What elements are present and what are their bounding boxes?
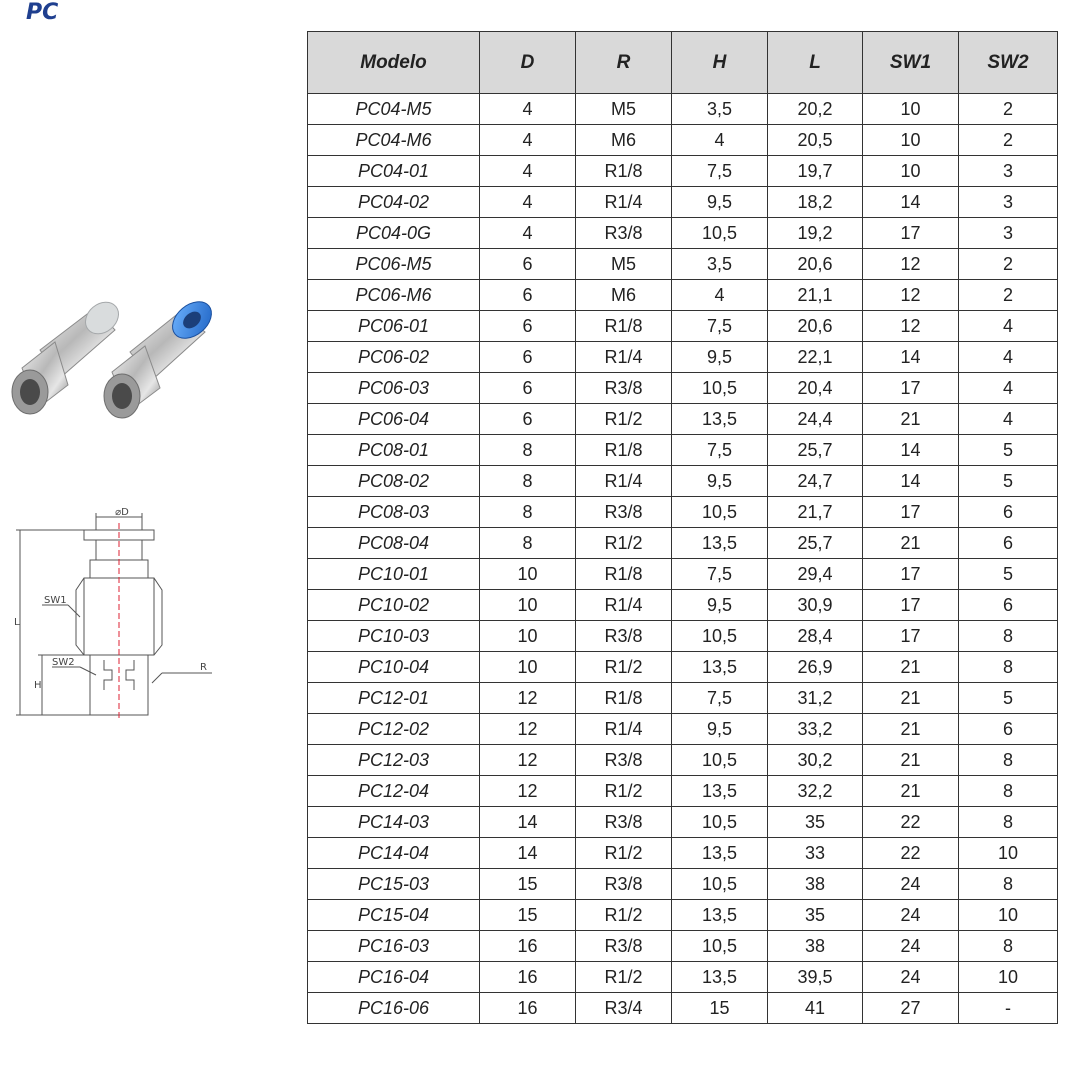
table-cell: PC10-03 xyxy=(308,621,480,652)
table-cell: 20,6 xyxy=(768,311,863,342)
table-row xyxy=(308,838,1058,869)
table-row xyxy=(308,745,1058,776)
label-h: H xyxy=(34,680,42,691)
table-cell: 25,7 xyxy=(768,435,863,466)
table-cell: R1/8 xyxy=(576,156,672,187)
table-cell: PC12-04 xyxy=(308,776,480,807)
table-cell: M5 xyxy=(576,94,672,125)
table-cell: 4 xyxy=(480,156,576,187)
table-cell: PC15-03 xyxy=(308,869,480,900)
table-row xyxy=(308,993,1058,1024)
table-cell: 17 xyxy=(863,590,959,621)
table-cell: 13,5 xyxy=(672,528,768,559)
table-cell: PC12-01 xyxy=(308,683,480,714)
table-cell: 5 xyxy=(959,466,1058,497)
table-cell: 21,7 xyxy=(768,497,863,528)
table-cell: 8 xyxy=(959,621,1058,652)
column-header: SW1 xyxy=(863,32,959,94)
table-row xyxy=(308,807,1058,838)
table-row xyxy=(308,776,1058,807)
table-cell: PC04-02 xyxy=(308,187,480,218)
label-sw2: SW2 xyxy=(52,657,75,668)
table-cell: 4 xyxy=(480,125,576,156)
table-cell: 21 xyxy=(863,776,959,807)
table-cell: 15 xyxy=(480,900,576,931)
table-cell: R3/8 xyxy=(576,869,672,900)
table-cell: 17 xyxy=(863,497,959,528)
table-cell: 8 xyxy=(480,466,576,497)
table-cell: 35 xyxy=(768,807,863,838)
table-cell: 7,5 xyxy=(672,311,768,342)
table-cell: 14 xyxy=(863,466,959,497)
table-row xyxy=(308,559,1058,590)
table-cell: 20,6 xyxy=(768,249,863,280)
table-cell: 10,5 xyxy=(672,745,768,776)
table-row xyxy=(308,187,1058,218)
table-cell: 13,5 xyxy=(672,652,768,683)
table-cell: 13,5 xyxy=(672,962,768,993)
table-row xyxy=(308,342,1058,373)
table-cell: 21 xyxy=(863,528,959,559)
table-cell: 12 xyxy=(480,745,576,776)
table-cell: 10 xyxy=(480,621,576,652)
table-cell: R1/8 xyxy=(576,435,672,466)
table-cell: 29,4 xyxy=(768,559,863,590)
table-cell: PC04-01 xyxy=(308,156,480,187)
table-cell: M5 xyxy=(576,249,672,280)
table-cell: 21 xyxy=(863,714,959,745)
table-cell: 19,2 xyxy=(768,218,863,249)
table-cell: 10 xyxy=(863,94,959,125)
table-cell: 10,5 xyxy=(672,807,768,838)
table-row xyxy=(308,528,1058,559)
table-cell: 10 xyxy=(863,156,959,187)
table-cell: R1/8 xyxy=(576,683,672,714)
table-cell: PC04-M6 xyxy=(308,125,480,156)
table-cell: 6 xyxy=(480,249,576,280)
table-row xyxy=(308,869,1058,900)
table-row xyxy=(308,280,1058,311)
label-r: R xyxy=(200,662,207,673)
table-cell: 6 xyxy=(480,404,576,435)
table-cell: 18,2 xyxy=(768,187,863,218)
table-cell: R1/2 xyxy=(576,404,672,435)
table-cell: 39,5 xyxy=(768,962,863,993)
table-cell: 6 xyxy=(480,280,576,311)
table-cell: PC15-04 xyxy=(308,900,480,931)
table-cell: 33,2 xyxy=(768,714,863,745)
table-cell: R1/2 xyxy=(576,838,672,869)
table-row xyxy=(308,373,1058,404)
table-cell: PC08-02 xyxy=(308,466,480,497)
table-row xyxy=(308,249,1058,280)
table-cell: 13,5 xyxy=(672,900,768,931)
page-title: PC xyxy=(26,0,59,25)
table-cell: PC14-04 xyxy=(308,838,480,869)
table-cell: 8 xyxy=(959,745,1058,776)
table-cell: R1/4 xyxy=(576,466,672,497)
table-cell: 6 xyxy=(480,342,576,373)
technical-drawing xyxy=(12,505,222,725)
table-cell: 20,4 xyxy=(768,373,863,404)
label-l: L xyxy=(14,617,20,628)
table-cell: 9,5 xyxy=(672,590,768,621)
table-cell: 4 xyxy=(672,125,768,156)
table-cell: PC16-06 xyxy=(308,993,480,1024)
table-cell: 16 xyxy=(480,931,576,962)
table-cell: 9,5 xyxy=(672,714,768,745)
table-cell: R1/2 xyxy=(576,652,672,683)
table-cell: 20,5 xyxy=(768,125,863,156)
table-row xyxy=(308,962,1058,993)
table-cell: PC06-M5 xyxy=(308,249,480,280)
table-cell: 7,5 xyxy=(672,559,768,590)
table-cell: PC04-0G xyxy=(308,218,480,249)
table-cell: 9,5 xyxy=(672,187,768,218)
table-cell: 14 xyxy=(863,187,959,218)
table-cell: PC06-04 xyxy=(308,404,480,435)
table-cell: 21 xyxy=(863,745,959,776)
table-cell: 32,2 xyxy=(768,776,863,807)
table-cell: 24 xyxy=(863,900,959,931)
table-body xyxy=(308,94,1058,1024)
table-cell: R1/8 xyxy=(576,311,672,342)
table-cell: 22 xyxy=(863,838,959,869)
table-cell: 21 xyxy=(863,652,959,683)
column-header: SW2 xyxy=(959,32,1058,94)
table-row xyxy=(308,156,1058,187)
table-cell: 16 xyxy=(480,962,576,993)
table-row xyxy=(308,683,1058,714)
table-cell: 7,5 xyxy=(672,435,768,466)
table-cell: 8 xyxy=(959,652,1058,683)
table-row xyxy=(308,94,1058,125)
table-cell: PC16-03 xyxy=(308,931,480,962)
table-cell: 12 xyxy=(480,683,576,714)
table-cell: 8 xyxy=(959,931,1058,962)
table-cell: R3/8 xyxy=(576,931,672,962)
table-cell: R1/2 xyxy=(576,528,672,559)
table-cell: PC08-03 xyxy=(308,497,480,528)
table-cell: PC12-03 xyxy=(308,745,480,776)
fittings-photo xyxy=(0,290,225,430)
table-cell: 2 xyxy=(959,280,1058,311)
table-cell: 4 xyxy=(480,94,576,125)
table-cell: 4 xyxy=(672,280,768,311)
table-cell: 10 xyxy=(480,652,576,683)
table-cell: PC08-04 xyxy=(308,528,480,559)
table-cell: 15 xyxy=(672,993,768,1024)
table-cell: 3 xyxy=(959,187,1058,218)
table-cell: 12 xyxy=(480,714,576,745)
table-cell: 35 xyxy=(768,900,863,931)
table-row xyxy=(308,621,1058,652)
table-cell: 4 xyxy=(959,373,1058,404)
table-cell: 6 xyxy=(480,311,576,342)
table-cell: - xyxy=(959,993,1058,1024)
table-cell: 26,9 xyxy=(768,652,863,683)
table-cell: 9,5 xyxy=(672,342,768,373)
table-cell: 12 xyxy=(863,280,959,311)
table-cell: PC16-04 xyxy=(308,962,480,993)
table-cell: 10 xyxy=(959,838,1058,869)
column-header: D xyxy=(480,32,576,94)
table-cell: PC06-02 xyxy=(308,342,480,373)
table-cell: 24 xyxy=(863,962,959,993)
table-cell: R3/8 xyxy=(576,218,672,249)
table-cell: 6 xyxy=(959,590,1058,621)
column-header: L xyxy=(768,32,863,94)
table-cell: 14 xyxy=(863,342,959,373)
table-cell: 10,5 xyxy=(672,931,768,962)
column-header: H xyxy=(672,32,768,94)
table-cell: 12 xyxy=(863,249,959,280)
table-cell: 17 xyxy=(863,373,959,404)
table-cell: 8 xyxy=(959,807,1058,838)
table-cell: 14 xyxy=(480,838,576,869)
fitting-right xyxy=(104,294,218,418)
table-cell: 16 xyxy=(480,993,576,1024)
table-cell: M6 xyxy=(576,125,672,156)
table-cell: PC10-01 xyxy=(308,559,480,590)
table-cell: 5 xyxy=(959,683,1058,714)
table-cell: 10 xyxy=(959,962,1058,993)
table-cell: 22 xyxy=(863,807,959,838)
table-cell: 14 xyxy=(863,435,959,466)
table-cell: R3/8 xyxy=(576,745,672,776)
table-cell: R1/8 xyxy=(576,559,672,590)
table-cell: 28,4 xyxy=(768,621,863,652)
table-cell: PC10-04 xyxy=(308,652,480,683)
table-cell: R1/4 xyxy=(576,590,672,621)
table-cell: R1/2 xyxy=(576,962,672,993)
table-cell: 10 xyxy=(480,559,576,590)
table-cell: 19,7 xyxy=(768,156,863,187)
table-row xyxy=(308,404,1058,435)
table-cell: PC14-03 xyxy=(308,807,480,838)
table-cell: 31,2 xyxy=(768,683,863,714)
table-cell: 4 xyxy=(480,187,576,218)
table-row xyxy=(308,218,1058,249)
table-cell: 12 xyxy=(863,311,959,342)
table-cell: 8 xyxy=(480,497,576,528)
table-cell: 3,5 xyxy=(672,249,768,280)
table-cell: PC06-03 xyxy=(308,373,480,404)
table-cell: 6 xyxy=(959,714,1058,745)
table-cell: 10,5 xyxy=(672,497,768,528)
table-cell: 38 xyxy=(768,931,863,962)
table-cell: PC04-M5 xyxy=(308,94,480,125)
table-row xyxy=(308,590,1058,621)
table-cell: 7,5 xyxy=(672,156,768,187)
table-cell: 24,4 xyxy=(768,404,863,435)
table-cell: R1/4 xyxy=(576,187,672,218)
table-cell: R1/4 xyxy=(576,714,672,745)
table-cell: 6 xyxy=(480,373,576,404)
table-cell: 10,5 xyxy=(672,218,768,249)
label-sw1: SW1 xyxy=(44,595,67,606)
table-cell: 10 xyxy=(959,900,1058,931)
table-cell: 10 xyxy=(863,125,959,156)
table-cell: 2 xyxy=(959,125,1058,156)
table-cell: 21 xyxy=(863,683,959,714)
table-cell: 3 xyxy=(959,156,1058,187)
table-cell: 3 xyxy=(959,218,1058,249)
table-cell: 2 xyxy=(959,249,1058,280)
table-cell: 30,9 xyxy=(768,590,863,621)
table-cell: 8 xyxy=(480,435,576,466)
table-cell: 5 xyxy=(959,435,1058,466)
table-cell: 10,5 xyxy=(672,621,768,652)
table-cell: 8 xyxy=(480,528,576,559)
table-cell: 5 xyxy=(959,559,1058,590)
table-cell: 41 xyxy=(768,993,863,1024)
table-cell: 2 xyxy=(959,94,1058,125)
table-cell: PC12-02 xyxy=(308,714,480,745)
table-cell: 13,5 xyxy=(672,404,768,435)
table-cell: 4 xyxy=(959,311,1058,342)
table-cell: 17 xyxy=(863,559,959,590)
table-cell: R1/4 xyxy=(576,342,672,373)
table-cell: 4 xyxy=(959,342,1058,373)
table-cell: R3/8 xyxy=(576,497,672,528)
table-row xyxy=(308,435,1058,466)
table-header-row xyxy=(308,32,1058,94)
table-row xyxy=(308,931,1058,962)
table-cell: 24,7 xyxy=(768,466,863,497)
table-cell: PC06-M6 xyxy=(308,280,480,311)
table-cell: 33 xyxy=(768,838,863,869)
table-cell: R3/4 xyxy=(576,993,672,1024)
table-cell: 17 xyxy=(863,218,959,249)
table-row xyxy=(308,652,1058,683)
spec-table xyxy=(307,31,1058,1024)
table-cell: 9,5 xyxy=(672,466,768,497)
table-cell: 8 xyxy=(959,869,1058,900)
table-cell: 27 xyxy=(863,993,959,1024)
table-cell: 7,5 xyxy=(672,683,768,714)
table-cell: 12 xyxy=(480,776,576,807)
table-row xyxy=(308,125,1058,156)
table-cell: PC06-01 xyxy=(308,311,480,342)
table-cell: 20,2 xyxy=(768,94,863,125)
table-cell: 4 xyxy=(480,218,576,249)
table-cell: M6 xyxy=(576,280,672,311)
table-cell: 24 xyxy=(863,931,959,962)
table-cell: R1/2 xyxy=(576,900,672,931)
table-cell: 21 xyxy=(863,404,959,435)
table-cell: 13,5 xyxy=(672,776,768,807)
table-cell: 10,5 xyxy=(672,869,768,900)
table-row xyxy=(308,311,1058,342)
table-cell: R1/2 xyxy=(576,776,672,807)
table-cell: PC10-02 xyxy=(308,590,480,621)
table-cell: 38 xyxy=(768,869,863,900)
table-cell: PC08-01 xyxy=(308,435,480,466)
table-cell: 24 xyxy=(863,869,959,900)
table-cell: 25,7 xyxy=(768,528,863,559)
table-cell: 10 xyxy=(480,590,576,621)
table-cell: 13,5 xyxy=(672,838,768,869)
table-row xyxy=(308,497,1058,528)
table-cell: 21,1 xyxy=(768,280,863,311)
table-cell: R3/8 xyxy=(576,621,672,652)
table-cell: 6 xyxy=(959,497,1058,528)
table-cell: R3/8 xyxy=(576,807,672,838)
table-row xyxy=(308,466,1058,497)
table-row xyxy=(308,900,1058,931)
table-cell: 22,1 xyxy=(768,342,863,373)
table-cell: R3/8 xyxy=(576,373,672,404)
table-cell: 4 xyxy=(959,404,1058,435)
table-cell: 30,2 xyxy=(768,745,863,776)
table-cell: 17 xyxy=(863,621,959,652)
table-cell: 8 xyxy=(959,776,1058,807)
label-d: ⌀D xyxy=(115,507,129,518)
column-header: Modelo xyxy=(308,32,480,94)
table-cell: 15 xyxy=(480,869,576,900)
table-cell: 6 xyxy=(959,528,1058,559)
table-cell: 3,5 xyxy=(672,94,768,125)
table-row xyxy=(308,714,1058,745)
table-cell: 10,5 xyxy=(672,373,768,404)
table-cell: 14 xyxy=(480,807,576,838)
column-header: R xyxy=(576,32,672,94)
